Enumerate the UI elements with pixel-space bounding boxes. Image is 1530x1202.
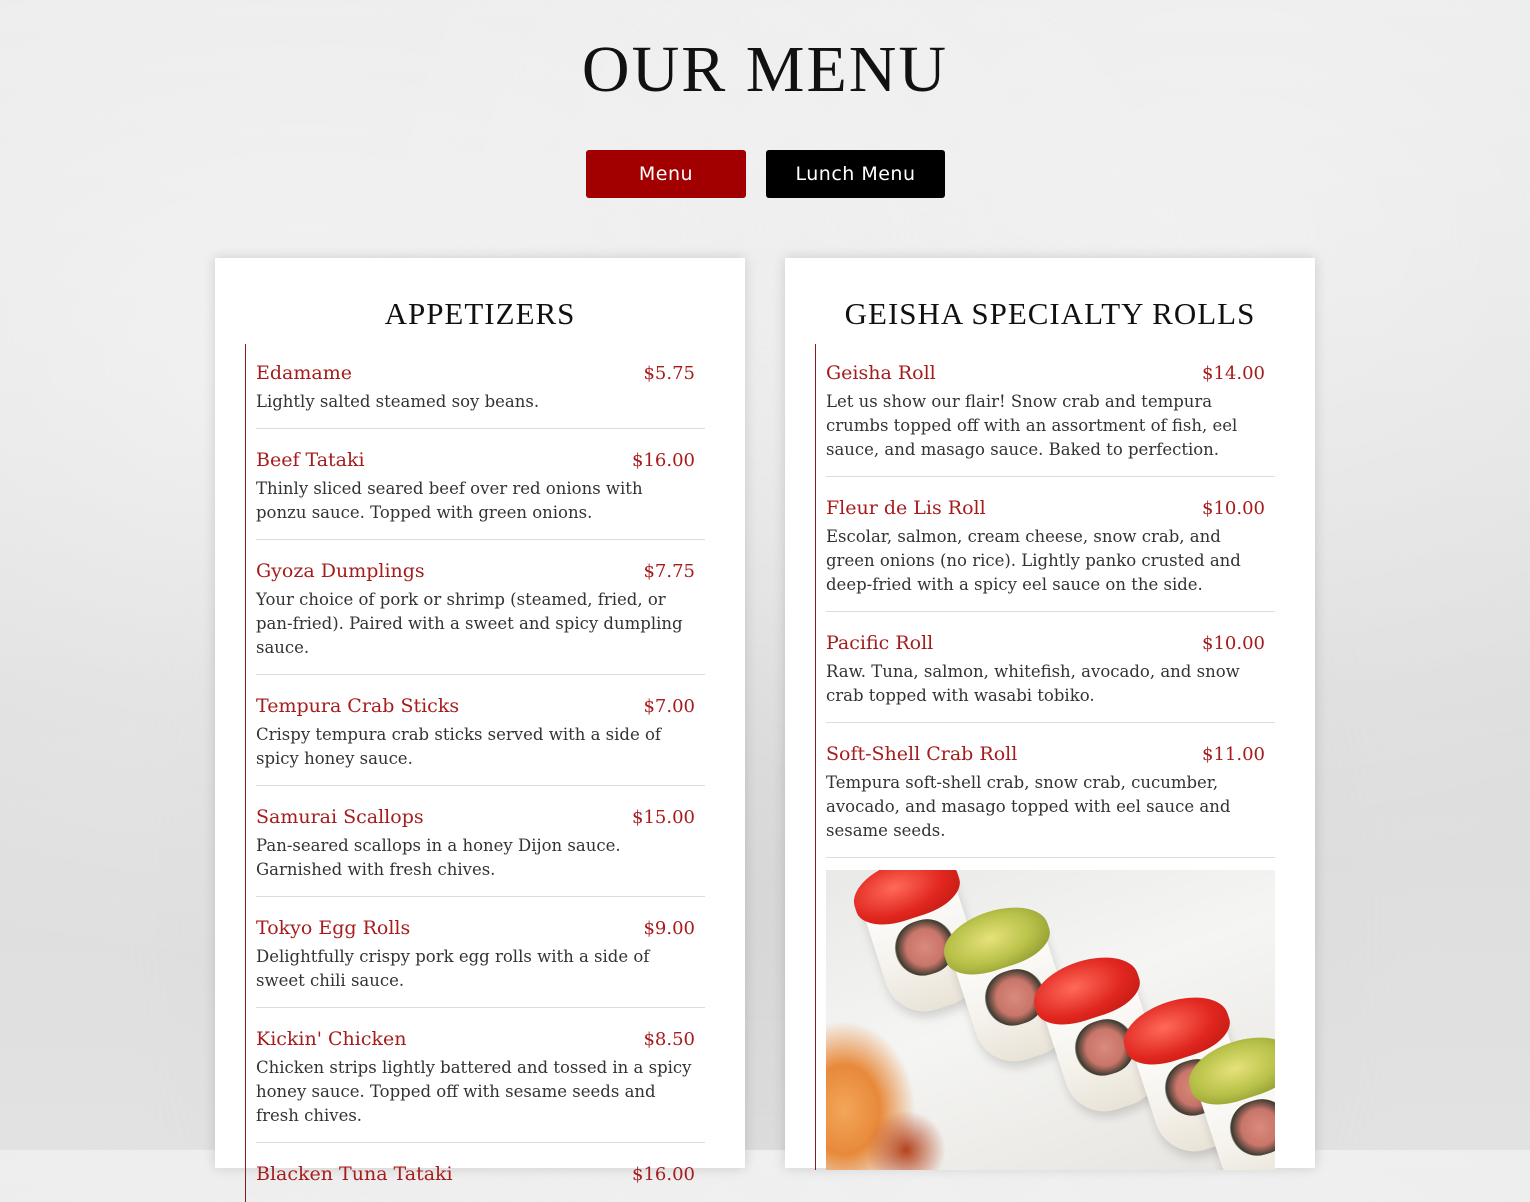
item-name: Edamame <box>256 362 352 384</box>
item-description: Escolar, salmon, cream cheese, snow crab, and green onions (no rice). Lightly panko crusted and deep-fried with a spicy eel sauce on the side. <box>826 527 1241 594</box>
item-description: Your choice of pork or shrimp (steamed, fried, or pan-fried). Paired with a sweet and spicy dumpling sauce. <box>256 590 683 657</box>
item-description: Thinly sliced seared beef over red onions with ponzu sauce. Topped with green onions. <box>256 479 643 522</box>
item-price: $7.00 <box>643 696 695 717</box>
item-name: Soft-Shell Crab Roll <box>826 743 1018 765</box>
sushi-piece <box>1193 1048 1275 1170</box>
sauce-decoration <box>866 1110 946 1170</box>
item-price: $15.00 <box>632 807 695 828</box>
menu-item <box>256 798 705 897</box>
menu-item <box>256 441 705 540</box>
appetizers-card <box>215 258 745 1185</box>
item-price: $11.00 <box>1202 744 1265 765</box>
tab-lunch-menu[interactable]: Lunch Menu <box>766 150 945 198</box>
specialty-heading: GEISHA SPECIALTY ROLLS <box>844 296 1256 331</box>
item-description: Let us show our flair! Snow crab and tempura crumbs topped off with an assortment of fish, eel sauce, and masago sauce. Baked to perfection. <box>826 392 1238 459</box>
item-price: $10.00 <box>1202 633 1265 654</box>
item-description: Delightfully crispy pork egg rolls with a side of sweet chili sauce. <box>256 947 650 990</box>
item-name: Tokyo Egg Rolls <box>256 917 411 939</box>
menu-item <box>256 552 705 675</box>
specialty-rolls-card <box>785 258 1315 1168</box>
item-name: Tempura Crab Sticks <box>256 695 460 717</box>
menu-item <box>826 735 1275 858</box>
item-price: $7.75 <box>643 561 695 582</box>
item-name: Kickin' Chicken <box>256 1028 407 1050</box>
item-name: Gyoza Dumplings <box>256 560 425 582</box>
item-description: Raw. Tuna, salmon, whitefish, avocado, and snow crab topped with wasabi tobiko. <box>826 662 1240 705</box>
menu-item <box>256 1020 705 1143</box>
item-price: $16.00 <box>632 1164 695 1185</box>
menu-item <box>826 354 1275 477</box>
menu-item <box>256 909 705 1008</box>
specialty-list <box>815 344 1275 1170</box>
menu-item <box>256 1155 705 1202</box>
item-price: $9.00 <box>643 918 695 939</box>
appetizers-list <box>245 344 705 1202</box>
item-description: Crispy tempura crab sticks served with a side of spicy honey sauce. <box>256 725 662 768</box>
menu-item <box>256 354 705 429</box>
item-name: Samurai Scallops <box>256 806 424 828</box>
item-name: Pacific Roll <box>826 632 934 654</box>
item-price: $10.00 <box>1202 498 1265 519</box>
sushi-roll-photo <box>826 870 1275 1170</box>
item-description: Tempura soft-shell crab, snow crab, cucumber, avocado, and masago topped with eel sauce and sesame seeds. <box>826 773 1231 840</box>
menu-item <box>826 624 1275 723</box>
tab-menu[interactable]: Menu <box>586 150 746 198</box>
appetizers-heading: APPETIZERS <box>384 296 576 331</box>
item-price: $8.50 <box>643 1029 695 1050</box>
menu-item <box>256 687 705 786</box>
item-description: Lightly salted steamed soy beans. <box>256 392 540 411</box>
item-name: Beef Tataki <box>256 449 365 471</box>
item-description: Pan-seared scallops in a honey Dijon sauce. Garnished with fresh chives. <box>256 836 621 879</box>
item-name: Geisha Roll <box>826 362 936 384</box>
item-price: $14.00 <box>1202 363 1265 384</box>
item-name: Blacken Tuna Tataki <box>256 1163 453 1185</box>
item-name: Fleur de Lis Roll <box>826 497 986 519</box>
item-price: $5.75 <box>643 363 695 384</box>
page-title: OUR MENU <box>581 33 949 106</box>
item-description: Chicken strips lightly battered and tossed in a spicy honey sauce. Topped off with sesame seeds and fresh chives. <box>256 1058 692 1125</box>
menu-tabs <box>586 150 945 198</box>
item-price: $16.00 <box>632 450 695 471</box>
menu-item <box>826 489 1275 612</box>
